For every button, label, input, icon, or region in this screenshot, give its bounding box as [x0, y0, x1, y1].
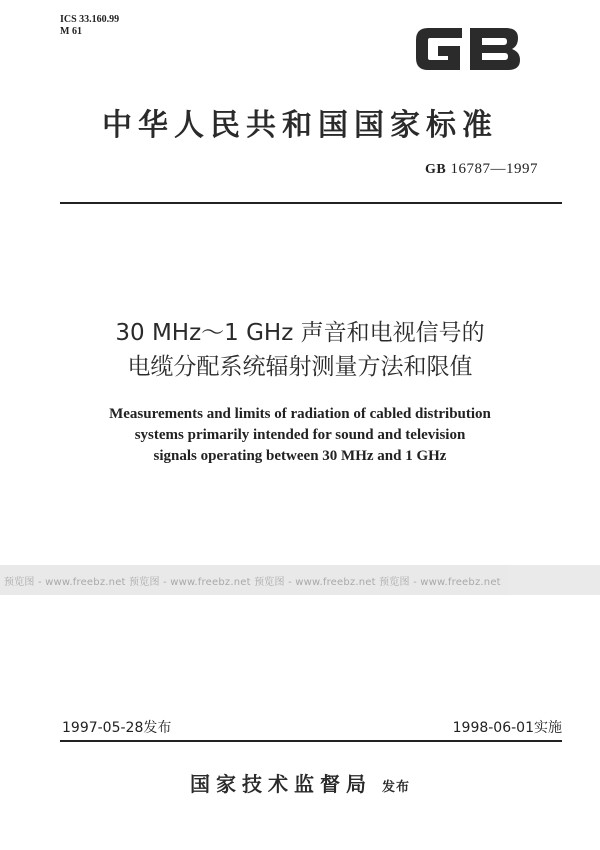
title-english-line-3: signals operating between 30 MHz and 1 GHz — [153, 448, 447, 464]
top-divider — [60, 202, 562, 204]
bottom-divider — [60, 740, 562, 742]
publisher — [0, 768, 600, 797]
gb-logo-icon — [410, 18, 526, 80]
standard-number-prefix: GB — [425, 162, 447, 177]
title-english-line-2: systems primarily intended for sound and television — [134, 427, 466, 443]
standard-number — [425, 161, 538, 178]
ics-code: ICS 33.160.99 — [60, 14, 120, 25]
standard-type-heading: 中华人民共和国国家标准 — [102, 108, 498, 143]
classification-codes — [60, 14, 119, 38]
ccs-code: M 61 — [60, 26, 82, 37]
publisher-suffix: 发布 — [381, 780, 410, 795]
title-chinese-line-1: 30 MHz～1 GHz 声音和电视信号的 — [115, 320, 485, 346]
title-english-line-1: Measurements and limits of radiation of cabled distribution — [109, 406, 491, 422]
title-chinese-line-2: 电缆分配系统辐射测量方法和限值 — [127, 354, 473, 380]
implementation-date: 1998-06-01实施 — [452, 720, 562, 736]
watermark-text: 预览图 - www.freebz.net 预览图 - www.freebz.net 预览图 - www.freebz.net 预览图 - www.freebz.net — [4, 576, 501, 588]
publisher-name: 国家技术监督局 — [189, 772, 372, 796]
title-english — [0, 404, 600, 467]
title-chinese — [0, 316, 600, 384]
standard-number-value: 16787—1997 — [450, 161, 538, 177]
issue-date: 1997-05-28发布 — [62, 720, 172, 736]
watermark-banner — [0, 565, 600, 595]
